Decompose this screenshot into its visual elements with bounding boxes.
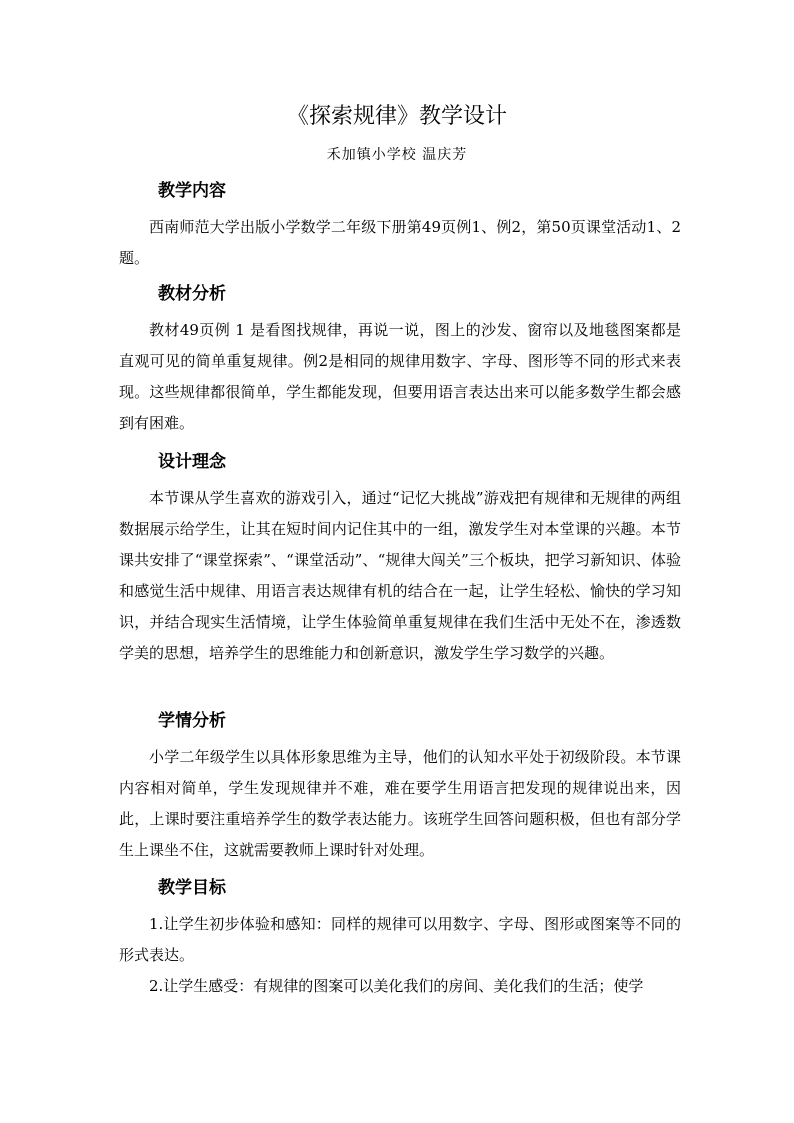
goal-item-2: 2.让学生感受：有规律的图案可以美化我们的房间、美化我们的生活；使学 (149, 977, 644, 995)
section-heading-material-analysis: 教材分析 (158, 284, 226, 304)
section-heading-design-concept: 设计理念 (158, 452, 226, 472)
paragraph-teaching-content: 西南师范大学出版小学数学二年级下册第49页例1、例2，第50页课堂活动1、2题。 (119, 218, 681, 267)
paragraph-material-analysis: 教材49页例 1 是看图找规律，再说一说，图上的沙发、窗帘以及地毯图案都是直观可见的简单重复规律。例2是相同的规律用数字、字母、图形等不同的形式来表现。这些规律都很简单，学生都能发现，但要用语言表达出来可以能多数学生都会感到有困难。 (119, 321, 681, 432)
goal-item-1: 1.让学生初步体验和感知：同样的规律可以用数字、字母、图形或图案等不同的形式表达。 (119, 915, 681, 964)
paragraph-design-concept: 本节课从学生喜欢的游戏引入，通过“记忆大挑战”游戏把有规律和无规律的两组数据展示给学生，让其在短时间内记住其中的一组，激发学生对本堂课的兴趣。本节课共安排了“课堂探索”、“课堂活动”、“规律大闯关”三个板块，把学习新知识、体验和感觉生活中规律、用语言表达规律有机的结合在一起，让学生轻松、愉快的学习知识，并结合现实生活情境，让学生体验简单重复规律在我们生活中无处不在，渗透数学美的思想，培养学生的思维能力和创新意识，激发学生学习数学的兴趣。 (119, 489, 681, 662)
document-title: 《探索规律》教学设计 (286, 104, 507, 129)
section-heading-teaching-content: 教学内容 (158, 181, 226, 201)
section-heading-learner-analysis: 学情分析 (158, 711, 226, 731)
author-line: 禾加镇小学校 温庆芳 (326, 147, 468, 163)
section-heading-teaching-goals: 教学目标 (158, 878, 226, 898)
paragraph-learner-analysis: 小学二年级学生以具体形象思维为主导，他们的认知水平处于初级阶段。本节课内容相对简单，学生发现规律并不难，难在要学生用语言把发现的规律说出来，因此，上课时要注重培养学生的数学表达能力。该班学生回答问题积极，但也有部分学生上课坐不住，这就需要教师上课时针对处理。 (119, 748, 681, 859)
